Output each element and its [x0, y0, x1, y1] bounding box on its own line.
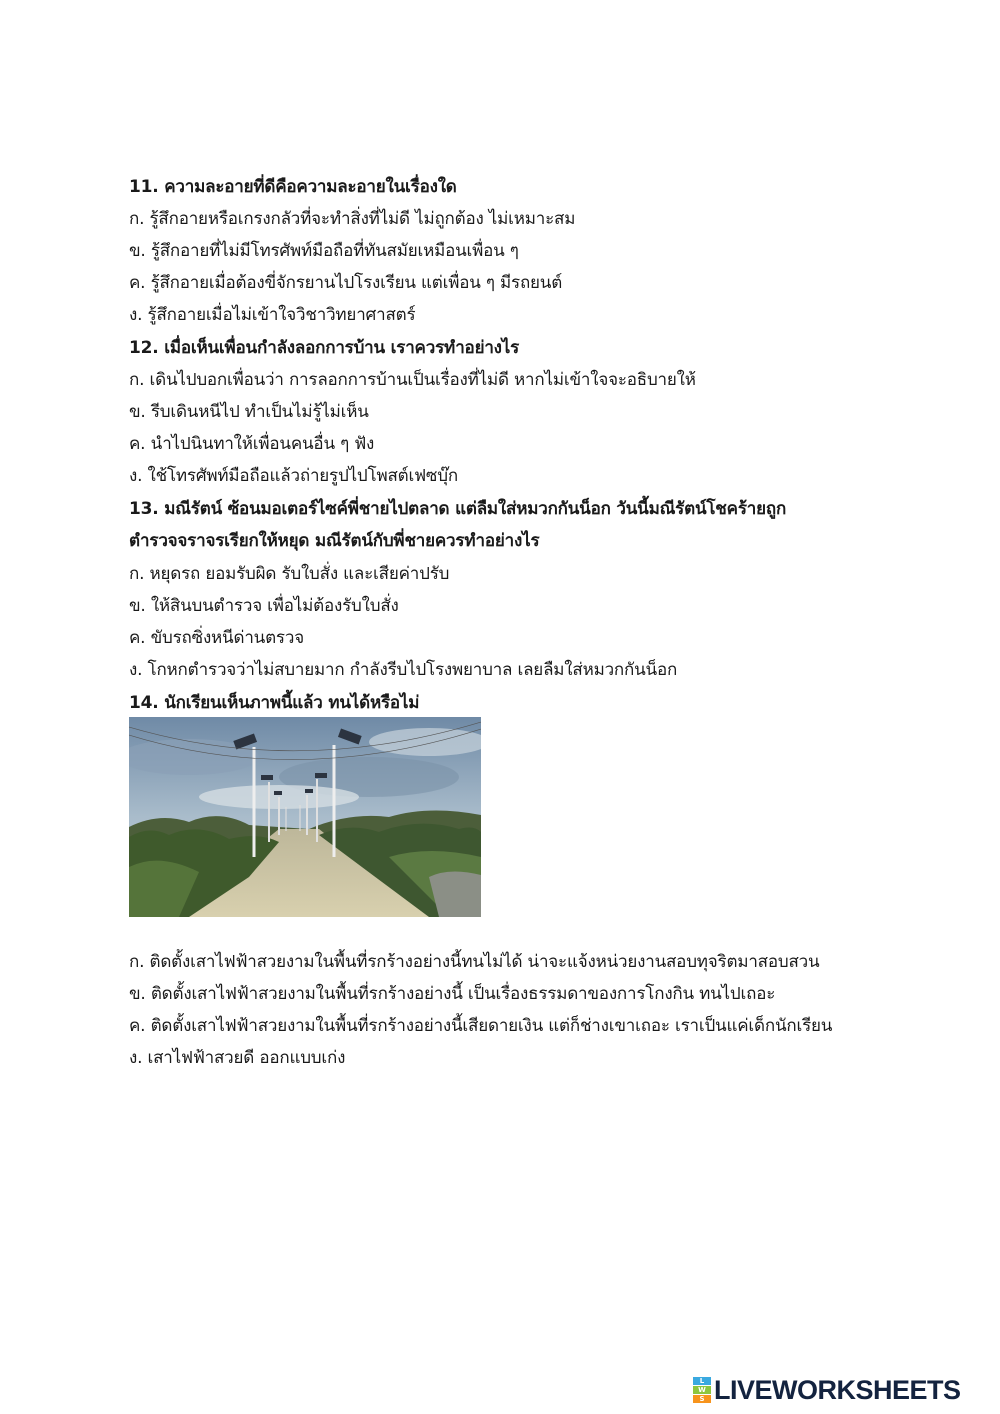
logo-mark-letter: W: [693, 1386, 711, 1394]
question-14-choice-d[interactable]: ง. เสาไฟฟ้าสวยดี ออกแบบเก่ง: [129, 1048, 346, 1068]
question-13-choice-b[interactable]: ข. ให้สินบนตำรวจ เพื่อไม่ต้องรับใบสั่ง: [129, 596, 399, 616]
street-lights-photo: [129, 717, 481, 917]
question-12-choice-a[interactable]: ก. เดินไปบอกเพื่อนว่า การลอกการบ้านเป็นเรื่องที่ไม่ดี หากไม่เข้าใจจะอธิบายให้: [129, 370, 696, 390]
logo-mark-letter: S: [693, 1395, 711, 1403]
question-11-choice-c[interactable]: ค. รู้สึกอายเมื่อต้องขี่จักรยานไปโรงเรียน แต่เพื่อน ๆ มีรถยนต์: [129, 273, 563, 293]
question-11-choice-b[interactable]: ข. รู้สึกอายที่ไม่มีโทรศัพท์มือถือที่ทันสมัยเหมือนเพื่อน ๆ: [129, 241, 519, 261]
question-13-title-cont: ตำรวจจราจรเรียกให้หยุด มณีรัตน์กับพี่ชายควรทำอย่างไร: [129, 531, 540, 551]
question-13-choice-d[interactable]: ง. โกหกตำรวจว่าไม่สบายมาก กำลังรีบไปโรงพยาบาล เลยลืมใส่หมวกกันน็อก: [129, 660, 678, 680]
question-11-choice-d[interactable]: ง. รู้สึกอายเมื่อไม่เข้าใจวิชาวิทยาศาสตร์: [129, 305, 416, 325]
question-12-choice-d[interactable]: ง. ใช้โทรศัพท์มือถือแล้วถ่ายรูปไปโพสต์เฟซบุ๊ก: [129, 466, 458, 486]
question-13-choice-a[interactable]: ก. หยุดรถ ยอมรับผิด รับใบสั่ง และเสียค่าปรับ: [129, 564, 450, 584]
question-12-choice-c[interactable]: ค. นำไปนินทาให้เพื่อนคนอื่น ๆ ฟัง: [129, 434, 375, 454]
question-12-choice-b[interactable]: ข. รีบเดินหนีไป ทำเป็นไม่รู้ไม่เห็น: [129, 402, 369, 422]
liveworksheets-wordmark: LIVEWORKSHEETS: [714, 1375, 961, 1405]
question-11-title: 11. ความละอายที่ดีคือความละอายในเรื่องใด: [129, 177, 457, 197]
question-14-choice-a[interactable]: ก. ติดตั้งเสาไฟฟ้าสวยงามในพื้นที่รกร้างอย่างนี้ทนไม่ได้ น่าจะแจ้งหน่วยงานสอบทุจริตมาสอบสวน: [129, 952, 820, 972]
question-13-title: 13. มณีรัตน์ ซ้อนมอเตอร์ไซค์พี่ชายไปตลาด แต่ลืมใส่หมวกกันน็อก วันนี้มณีรัตน์โชคร้ายถูก: [129, 499, 787, 519]
question-12-title: 12. เมื่อเห็นเพื่อนกำลังลอกการบ้าน เราควรทำอย่างไร: [129, 338, 520, 358]
liveworksheets-mark-icon: [693, 1377, 711, 1404]
question-14-choice-b[interactable]: ข. ติดตั้งเสาไฟฟ้าสวยงามในพื้นที่รกร้างอย่างนี้ เป็นเรื่องธรรมดาของการโกงกิน ทนไปเถอะ: [129, 984, 776, 1004]
logo-mark-letter: L: [693, 1377, 711, 1385]
question-11-choice-a[interactable]: ก. รู้สึกอายหรือเกรงกลัวที่จะทำสิ่งที่ไม่ดี ไม่ถูกต้อง ไม่เหมาะสม: [129, 209, 576, 229]
question-14-title: 14. นักเรียนเห็นภาพนี้แล้ว ทนได้หรือไม่: [129, 693, 420, 713]
liveworksheets-logo[interactable]: [693, 1376, 961, 1404]
question-13-choice-c[interactable]: ค. ขับรถซิ่งหนีด่านตรวจ: [129, 628, 304, 648]
question-14-choice-c[interactable]: ค. ติดตั้งเสาไฟฟ้าสวยงามในพื้นที่รกร้างอย่างนี้เสียดายเงิน แต่ก็ช่างเขาเถอะ เราเป็นแค่เด็กนักเรียน: [129, 1016, 833, 1036]
